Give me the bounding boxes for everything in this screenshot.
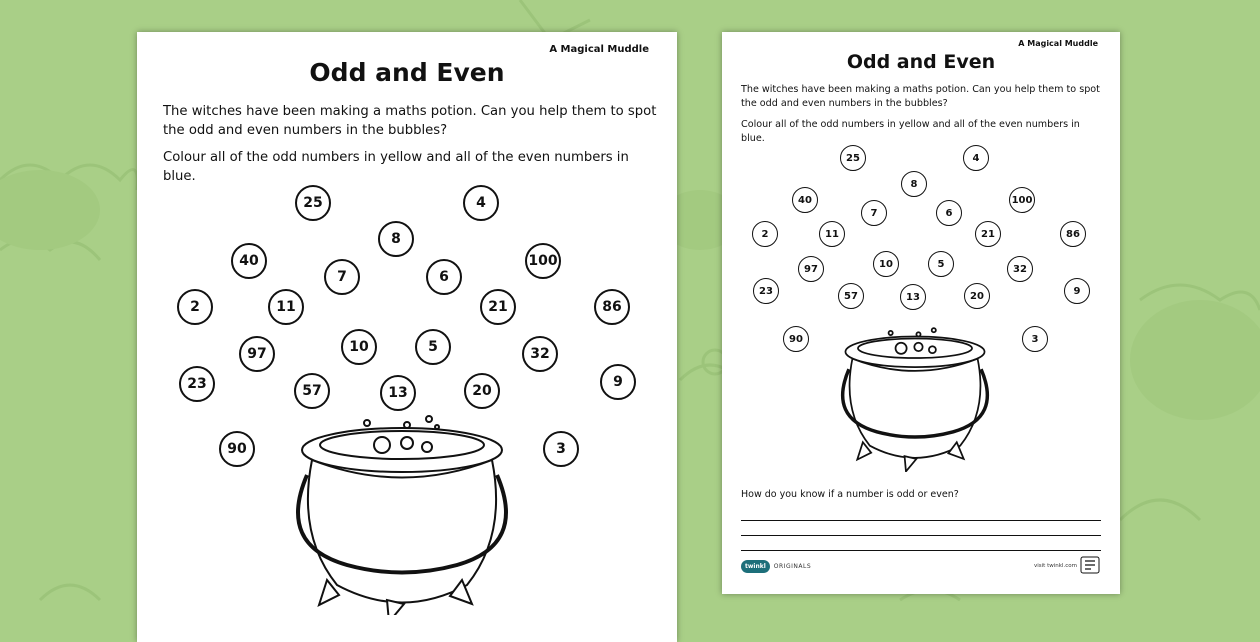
number-bubble: 4 xyxy=(963,145,989,171)
number-bubble: 20 xyxy=(964,283,990,309)
number-bubble: 100 xyxy=(525,243,561,279)
series-label: A Magical Muddle xyxy=(549,44,649,55)
number-bubble: 32 xyxy=(1007,256,1033,282)
number-bubble: 97 xyxy=(239,336,275,372)
number-bubble: 25 xyxy=(295,185,331,221)
number-bubble: 10 xyxy=(873,251,899,277)
number-bubble: 7 xyxy=(861,200,887,226)
number-bubble: 10 xyxy=(341,329,377,365)
cauldron-illustration xyxy=(287,415,517,615)
number-bubble: 8 xyxy=(378,221,414,257)
number-bubble: 13 xyxy=(380,375,416,411)
number-bubble: 100 xyxy=(1009,187,1035,213)
accessibility-icon xyxy=(1080,556,1100,574)
worksheet-page-1 xyxy=(137,32,677,642)
number-bubble: 90 xyxy=(783,326,809,352)
number-bubble: 11 xyxy=(819,221,845,247)
number-bubble: 21 xyxy=(480,289,516,325)
number-bubble: 5 xyxy=(928,251,954,277)
number-bubble: 40 xyxy=(792,187,818,213)
number-bubble: 86 xyxy=(1060,221,1086,247)
originals-label: ORIGINALS xyxy=(773,563,812,570)
number-bubble: 5 xyxy=(415,329,451,365)
number-bubble: 9 xyxy=(1064,278,1090,304)
number-bubble: 86 xyxy=(594,289,630,325)
number-bubble: 23 xyxy=(753,278,779,304)
footer-branding xyxy=(741,560,811,573)
number-bubble: 20 xyxy=(464,373,500,409)
worksheet-title: Odd and Even xyxy=(846,51,996,73)
answer-line xyxy=(741,520,1101,521)
number-bubble: 4 xyxy=(463,185,499,221)
instruction-text: Colour all of the odd numbers in yellow and all of the even numbers in blue. xyxy=(741,119,1080,144)
answer-line xyxy=(741,535,1101,536)
intro-text: The witches have been making a maths potion. Can you help them to spot the odd and even numbers in the bubbles? xyxy=(741,84,1100,109)
number-bubble: 25 xyxy=(840,145,866,171)
number-bubble: 40 xyxy=(231,243,267,279)
worksheet-title: Odd and Even xyxy=(309,58,505,87)
cauldron-illustration xyxy=(835,322,995,472)
worksheet-page-2 xyxy=(722,32,1120,594)
number-bubble: 2 xyxy=(177,289,213,325)
reflection-question: How do you know if a number is odd or even? xyxy=(741,489,959,500)
number-bubble: 21 xyxy=(975,221,1001,247)
number-bubble: 11 xyxy=(268,289,304,325)
number-bubble: 13 xyxy=(900,284,926,310)
footer-url: visit twinkl.com xyxy=(1034,563,1077,569)
number-bubble: 90 xyxy=(219,431,255,467)
intro-text: The witches have been making a maths potion. Can you help them to spot the odd and even numbers in the bubbles? xyxy=(163,104,657,139)
number-bubble: 6 xyxy=(936,200,962,226)
number-bubble: 97 xyxy=(798,256,824,282)
number-bubble: 57 xyxy=(294,373,330,409)
number-bubble: 32 xyxy=(522,336,558,372)
number-bubble: 6 xyxy=(426,259,462,295)
twinkl-logo-icon: twinkl xyxy=(741,560,770,573)
number-bubble: 3 xyxy=(543,431,579,467)
instruction-text: Colour all of the odd numbers in yellow and all of the even numbers in blue. xyxy=(163,150,629,185)
series-label: A Magical Muddle xyxy=(1018,39,1098,48)
number-bubble: 8 xyxy=(901,171,927,197)
number-bubble: 7 xyxy=(324,259,360,295)
number-bubble: 9 xyxy=(600,364,636,400)
number-bubble: 2 xyxy=(752,221,778,247)
answer-line xyxy=(741,550,1101,551)
number-bubble: 57 xyxy=(838,283,864,309)
number-bubble: 23 xyxy=(179,366,215,402)
number-bubble: 3 xyxy=(1022,326,1048,352)
